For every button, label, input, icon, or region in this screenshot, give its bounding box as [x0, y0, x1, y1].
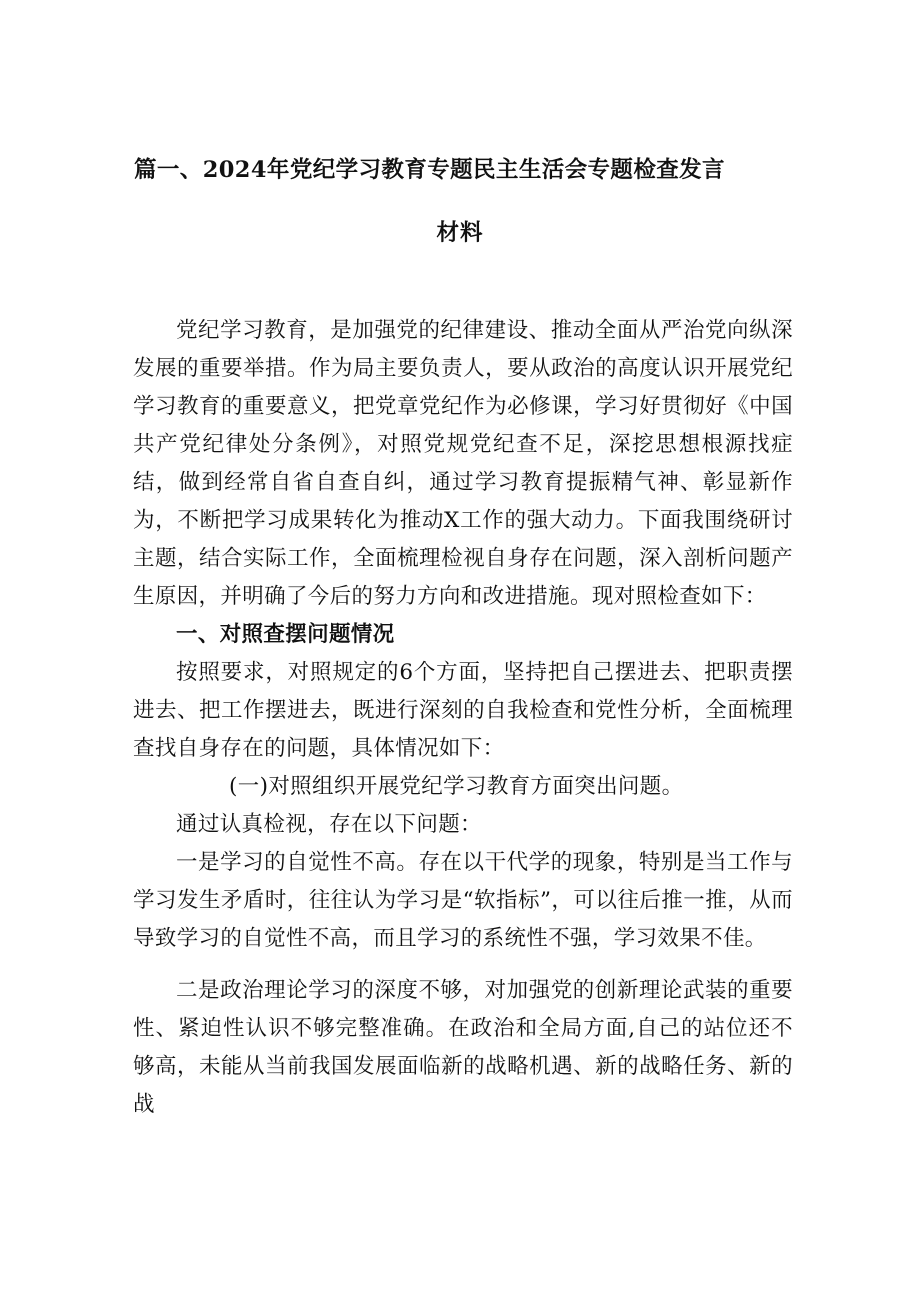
- document-title-line-2: 材料: [436, 220, 484, 246]
- point-2-paragraph: 二是政治理论学习的深度不够，对加强党的创新理论武装的重要性、紧迫性认识不够完整准确。在政治和全局方面,自己的站位还不够高，未能从当前我国发展面临新的战略机遇、新的战略任务、新的战: [133, 978, 793, 1117]
- document-body: [133, 312, 793, 1124]
- section-heading-1: 一、对照查摆问题情况: [176, 622, 395, 647]
- section-1-paragraph: 按照要求，对照规定的6个方面，坚持把自己摆进去、把职责摆进去、把工作摆进去，既进行深刻的自我检查和党性分析，全面梳理查找自身存在的问题，具体情况如下：: [133, 660, 793, 761]
- subsection-heading-1: (一)对照组织开展党纪学习教育方面突出问题。: [229, 774, 684, 799]
- point-1-paragraph: 一是学习的自觉性不高。存在以干代学的现象，特别是当工作与学习发生矛盾时，往往认为学习是“软指标”，可以往后推一推，从而导致学习的自觉性不高，而且学习的系统性不强，学习效果不佳。: [133, 850, 793, 951]
- document-title-line-1: 篇一、2024年党纪学习教育专题民主生活会专题检查发言: [134, 157, 725, 183]
- subsection-1-lead: 通过认真检视，存在以下问题：: [176, 812, 482, 837]
- intro-paragraph: 党纪学习教育，是加强党的纪律建设、推动全面从严治党向纵深发展的重要举措。作为局主要负责人，要从政治的高度认识开展党纪学习教育的重要意义，把党章党纪作为必修课，学习好贯彻好《中国共产党纪律处分条例》，对照党规党纪查不足，深挖思想根源找症结，做到经常自省自查自纠，通过学习教育提振精气神、彰显新作为，不断把学习成果转化为推动X工作的强大动力。下面我围绕研讨主题，结合实际工作，全面梳理检视自身存在问题，深入剖析问题产生原因，并明确了今后的努力方向和改进措施。现对照检查如下：: [133, 318, 793, 609]
